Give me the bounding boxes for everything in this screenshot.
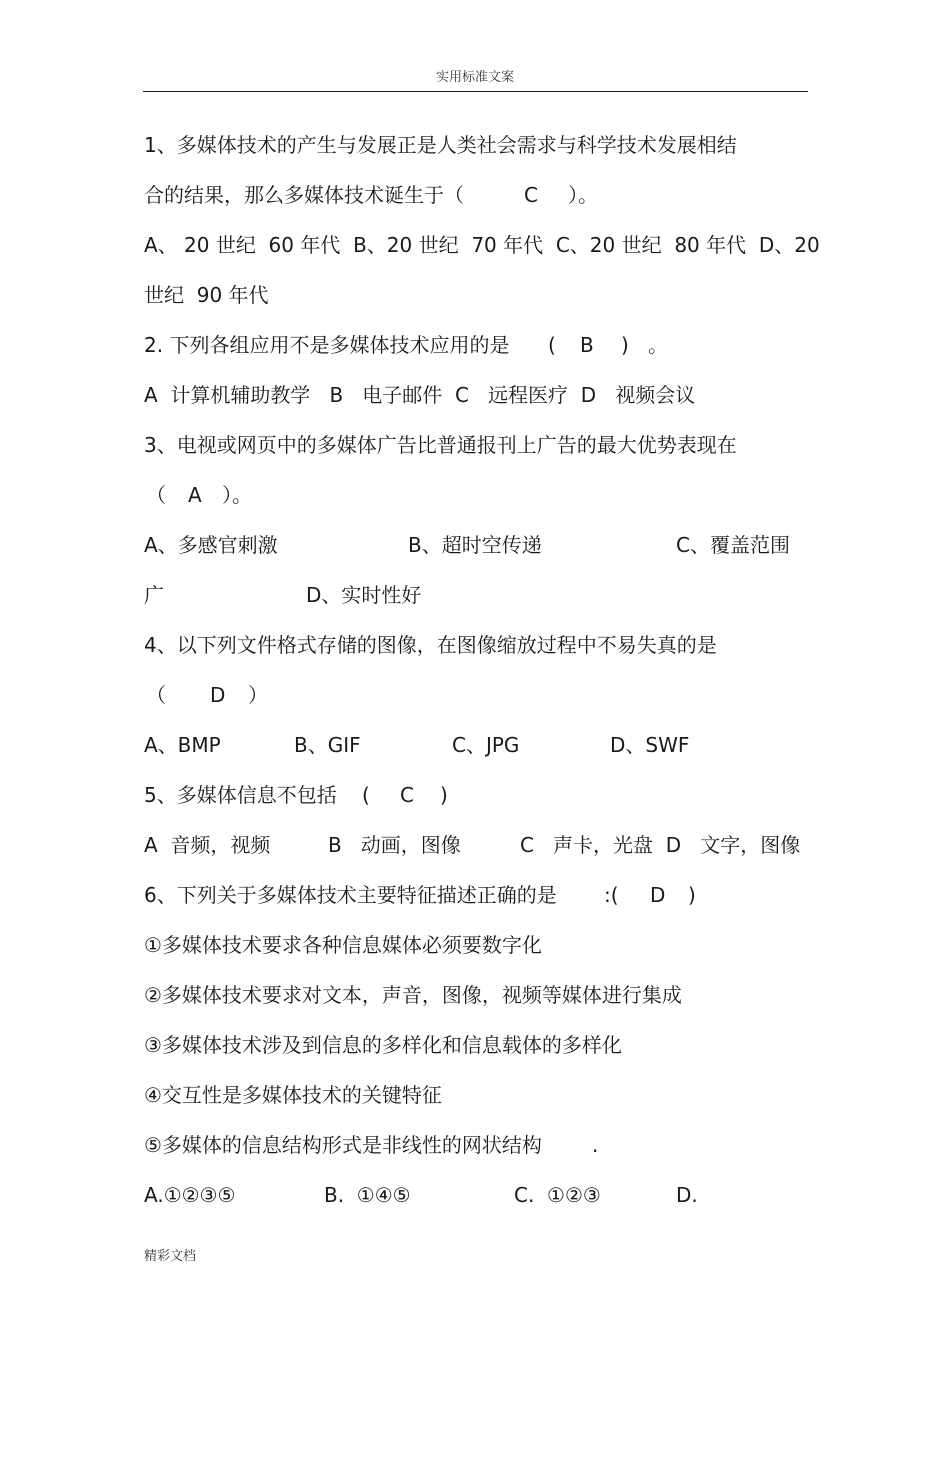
q3-answer: A xyxy=(188,483,202,507)
q4-line-1: 4、以下列文件格式存储的图像，在图像缩放过程中不易失真的是 xyxy=(144,633,717,657)
q3-option-c: C、覆盖范围 xyxy=(676,533,790,557)
q1-answer: C xyxy=(524,183,538,207)
q6-item-5: ⑤多媒体的信息结构形式是非线性的网状结构 xyxy=(144,1133,542,1157)
q6-options xyxy=(144,1170,824,1220)
q6-option-a: A.①②③⑤ xyxy=(144,1183,236,1207)
q3-answer-line xyxy=(144,470,824,520)
q6-option-c: C. ①②③ xyxy=(514,1183,601,1207)
q6-item-1: ①多媒体技术要求各种信息媒体必须要数字化 xyxy=(144,933,542,957)
q6-paren-close: ) xyxy=(688,883,696,907)
q4-option-b: B、GIF xyxy=(294,733,361,757)
q6-item-5-line xyxy=(144,1120,824,1170)
q3-paren-open: （ xyxy=(146,483,166,507)
q2-end: 。 xyxy=(648,333,668,357)
q6-option-b: B. ①④⑤ xyxy=(324,1183,411,1207)
q5-option-b: B 动画，图像 xyxy=(328,833,461,857)
q1-line-1: 1、多媒体技术的产生与发展正是人类社会需求与科学技术发展相结 xyxy=(144,133,737,157)
q2-options: A 计算机辅助教学 B 电子邮件 C 远程医疗 D 视频会议 xyxy=(144,383,696,407)
q1-options-line-2: 世纪 90 年代 xyxy=(144,283,269,307)
page-footer: 精彩文档 xyxy=(144,1249,197,1264)
q6-item-5-end: . xyxy=(592,1133,599,1157)
q3-line-1: 3、电视或网页中的多媒体广告比普通报刊上广告的最大优势表现在 xyxy=(144,433,737,457)
q3-option-c-cont: 广 xyxy=(144,583,164,607)
question-list xyxy=(144,120,824,1220)
q3-option-b: B、超时空传递 xyxy=(408,533,542,557)
q3-paren-close: ）。 xyxy=(222,483,252,507)
q6-item-3: ③多媒体技术涉及到信息的多样化和信息载体的多样化 xyxy=(144,1033,622,1057)
q4-option-a: A、BMP xyxy=(144,733,221,757)
q6-stem-line xyxy=(144,870,824,920)
q4-option-d: D、SWF xyxy=(610,733,690,757)
q6-item-4: ④交互性是多媒体技术的关键特征 xyxy=(144,1083,442,1107)
q1-options-line-1: A、 20 世纪 60 年代 B、20 世纪 70 年代 C、20 世纪 80 年代 D、20 xyxy=(144,233,820,257)
q6-option-d: D. xyxy=(676,1183,698,1207)
q5-stem: 5、多媒体信息不包括 xyxy=(144,783,337,807)
q2-stem-line xyxy=(144,320,824,370)
q4-paren-open: （ xyxy=(146,683,166,707)
q4-option-c: C、JPG xyxy=(452,733,520,757)
q6-item-2: ②多媒体技术要求对文本，声音，图像，视频等媒体进行集成 xyxy=(144,983,682,1007)
q6-stem: 6、下列关于多媒体技术主要特征描述正确的是 xyxy=(144,883,557,907)
q3-options-line-1 xyxy=(144,520,824,570)
q2-paren-open: ( xyxy=(548,333,556,357)
page-header: 实用标准文案 xyxy=(435,70,514,85)
q5-option-a: A 音频，视频 xyxy=(144,833,271,857)
q4-paren-close: ） xyxy=(248,683,268,707)
q5-answer: C xyxy=(400,783,414,807)
q4-answer: D xyxy=(210,683,226,707)
q5-stem-line xyxy=(144,770,824,820)
q1-line-2 xyxy=(144,170,824,220)
q2-paren-close: ) xyxy=(621,333,629,357)
q5-paren-close: ) xyxy=(440,783,448,807)
q4-answer-line xyxy=(144,670,824,720)
q5-paren-open: ( xyxy=(362,783,370,807)
q3-option-d: D、实时性好 xyxy=(306,583,422,607)
q4-options xyxy=(144,720,824,770)
q6-paren-open: :( xyxy=(604,883,619,907)
q1-paren-close: ）。 xyxy=(568,183,598,207)
header-rule xyxy=(143,91,808,92)
q2-stem: 2. 下列各组应用不是多媒体技术应用的是 xyxy=(144,333,510,357)
q5-options xyxy=(144,820,824,870)
q3-option-a: A、多感官刺激 xyxy=(144,533,278,557)
q5-option-cd: C 声卡，光盘 D 文字，图像 xyxy=(520,833,801,857)
q2-answer: B xyxy=(580,333,594,357)
q1-stem-end: 合的结果，那么多媒体技术诞生于（ xyxy=(144,183,464,207)
q3-options-line-2 xyxy=(144,570,824,620)
q6-answer: D xyxy=(650,883,666,907)
